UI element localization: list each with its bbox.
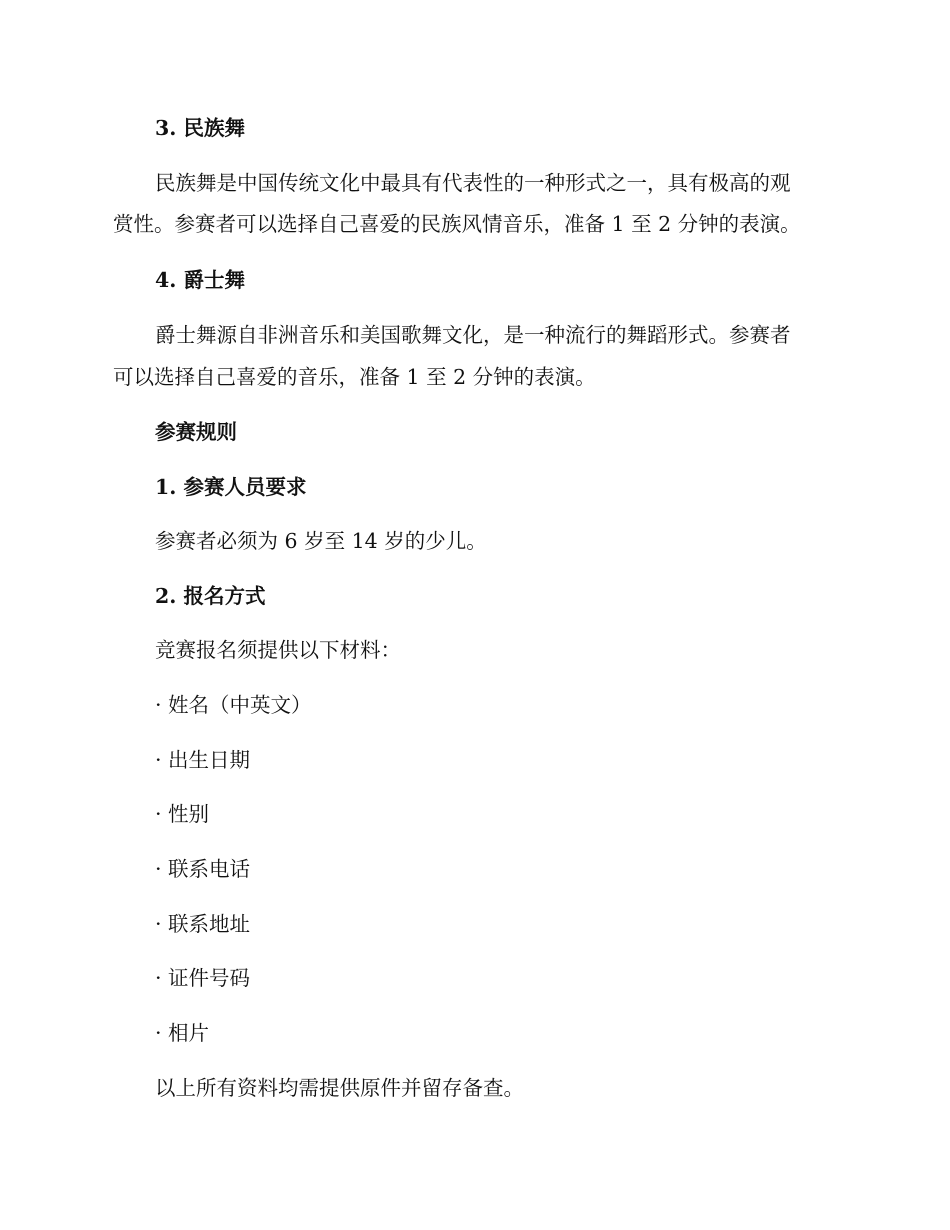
list-item: · 证件号码: [155, 966, 251, 990]
paragraph-jazz-dance-line-1: 爵士舞源自非洲音乐和美国歌舞文化，是一种流行的舞蹈形式。参赛者: [155, 323, 791, 347]
paragraph-jazz-dance-line-2: 可以选择自己喜爱的音乐，准备 1 至 2 分钟的表演。: [113, 365, 596, 389]
paragraph-folk-dance-line-1: 民族舞是中国传统文化中最具有代表性的一种形式之一，具有极高的观: [155, 171, 791, 195]
section-heading-folk-dance: 3. 民族舞: [155, 116, 246, 140]
list-item: · 联系电话: [155, 857, 251, 881]
rule-heading-registration: 2. 报名方式: [155, 584, 266, 608]
rule-text-participants: 参赛者必须为 6 岁至 14 岁的少儿。: [155, 529, 487, 553]
section-heading-rules: 参赛规则: [155, 420, 237, 444]
list-item: · 联系地址: [155, 912, 251, 936]
rule-text-registration-intro: 竞赛报名须提供以下材料：: [155, 638, 401, 662]
list-item: · 出生日期: [155, 748, 251, 772]
list-item: · 性别: [155, 802, 210, 826]
list-item: · 姓名（中英文）: [155, 693, 312, 717]
rule-heading-participants: 1. 参赛人员要求: [155, 475, 307, 499]
paragraph-folk-dance-line-2: 赏性。参赛者可以选择自己喜爱的民族风情音乐，准备 1 至 2 分钟的表演。: [113, 212, 801, 236]
closing-note: 以上所有资料均需提供原件并留存备查。: [155, 1076, 524, 1100]
section-heading-jazz-dance: 4. 爵士舞: [155, 268, 246, 292]
list-item: · 相片: [155, 1021, 210, 1045]
